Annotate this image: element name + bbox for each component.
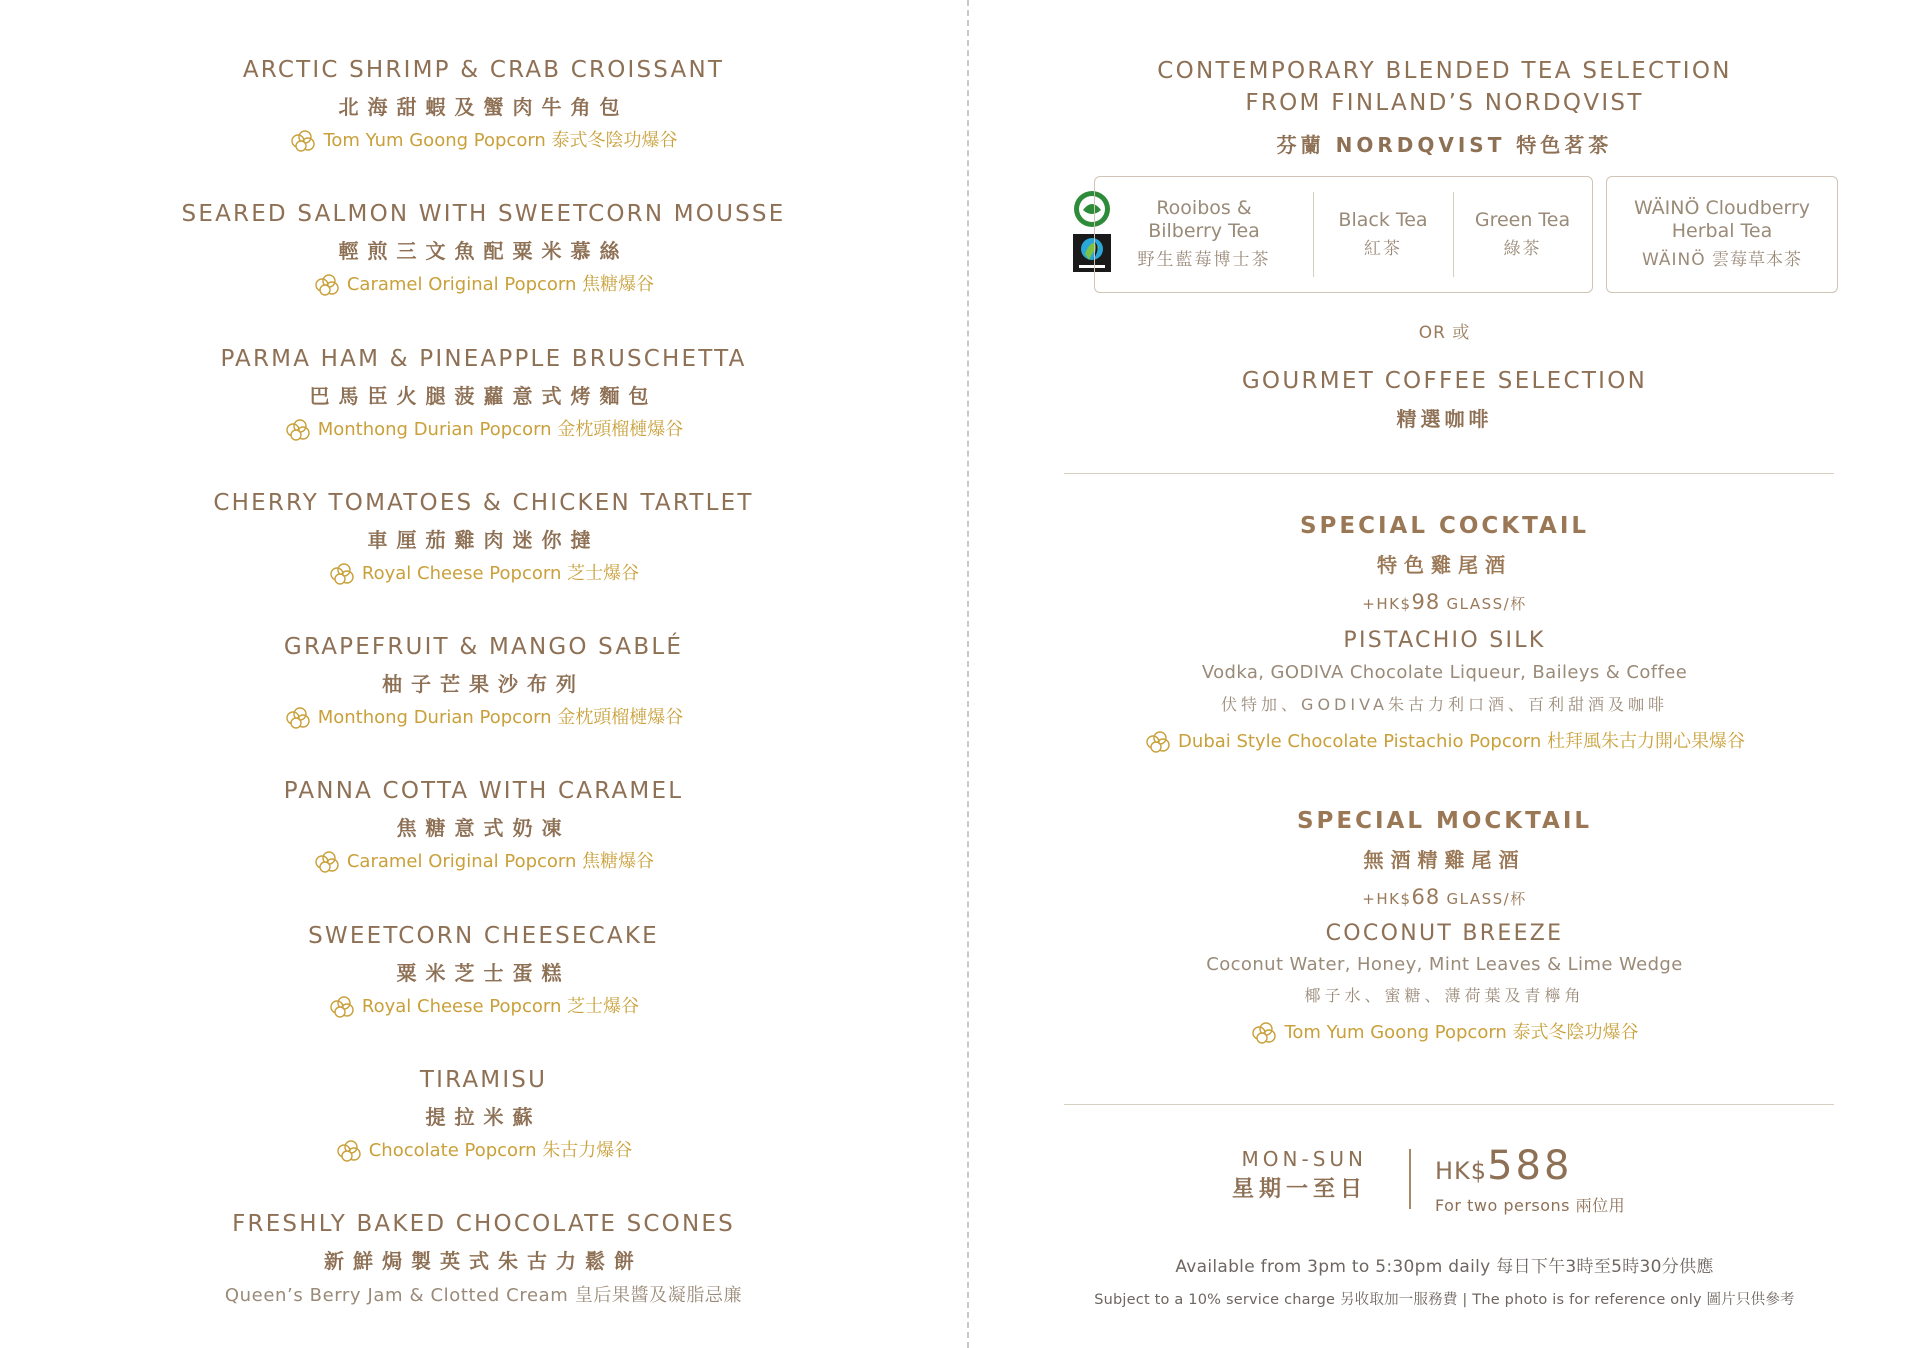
mocktail-description: Coconut Water, Honey, Mint Leaves & Lime Wedge [1206, 954, 1683, 975]
food-title: SWEETCORN CHEESECAKE [308, 923, 659, 949]
pairing-text: Caramel Original Popcorn 焦糖爆谷 [346, 274, 655, 295]
coffee-title-zh: 精選咖啡 [1396, 407, 1493, 431]
tea-heading-zh: 芬蘭 NORDQVIST 特色茗茶 [1276, 133, 1613, 157]
food-item [0, 777, 967, 878]
food-title-zh: 北海甜蝦及蟹肉牛角包 [338, 95, 629, 119]
mocktail-section [969, 808, 1920, 1049]
pairing-text: Monthong Durian Popcorn 金枕頭榴槤爆谷 [317, 419, 684, 440]
pairing-text: Tom Yum Goong Popcorn 泰式冬陰功爆谷 [323, 130, 678, 151]
popcorn-pairing [284, 418, 684, 442]
food-title: FRESHLY BAKED CHOCOLATE SCONES [232, 1211, 735, 1237]
coffee-title: GOURMET COFFEE SELECTION [1241, 368, 1648, 394]
cocktail-heading-zh: 特色雞尾酒 [1377, 553, 1512, 577]
tea-heading-line2: FROM FINLAND’S NORDQVIST [1245, 90, 1644, 116]
price-amount: 98 [1411, 590, 1441, 614]
food-title-zh: 柚子芒果沙布列 [382, 672, 585, 696]
popcorn-pairing [328, 995, 639, 1019]
food-title: CHERRY TOMATOES & CHICKEN TARTLET [213, 490, 754, 516]
food-title: GRAPEFRUIT & MANGO SABLÉ [283, 634, 684, 660]
tea-heading [969, 55, 1920, 158]
tea-option [1453, 177, 1592, 292]
cocktail-description-zh: 伏特加、GODIVA朱古力利口酒、百利甜酒及咖啡 [1221, 695, 1668, 714]
cocktail-description: Vodka, GODIVA Chocolate Liqueur, Baileys & Coffee [1201, 662, 1688, 683]
tea-name-zh: 綠茶 [1503, 238, 1542, 259]
food-item [0, 1066, 967, 1167]
availability-note: Available from 3pm to 5:30pm daily 每日下午3時至5時30分供應 [1175, 1257, 1714, 1277]
tea-name-zh: 野生藍莓博士茶 [1137, 250, 1271, 270]
popcorn-icon [328, 562, 356, 586]
tea-option [1095, 177, 1313, 292]
pairing-text: Chocolate Popcorn 朱古力爆谷 [368, 1140, 633, 1161]
tea-name-line1: Green Tea [1474, 208, 1571, 231]
food-title: SEARED SALMON WITH SWEETCORN MOUSSE [181, 201, 786, 227]
section-rule [1064, 473, 1834, 474]
food-title: PANNA COTTA WITH CARAMEL [283, 778, 684, 804]
currency: HK$ [1435, 1157, 1488, 1185]
food-item [0, 200, 967, 301]
popcorn-pairing [313, 850, 654, 874]
tea-name-zh: 紅茶 [1364, 238, 1402, 259]
popcorn-icon [289, 129, 317, 153]
food-item [0, 489, 967, 590]
cocktail-name: PISTACHIO SILK [1343, 628, 1546, 653]
price-divider [1409, 1149, 1411, 1209]
price-amount: 68 [1411, 885, 1441, 909]
food-title: TIRAMISU [419, 1067, 548, 1093]
mocktail-description-zh: 椰子水、蜜糖、薄荷葉及青檸角 [1304, 986, 1585, 1005]
mocktail-price [969, 885, 1920, 909]
cocktail-heading: SPECIAL COCKTAIL [1299, 513, 1590, 539]
food-item [0, 56, 967, 157]
food-title: ARCTIC SHRIMP & CRAB CROISSANT [242, 57, 725, 83]
tea-option [1607, 177, 1837, 292]
price-amount: 588 [1487, 1143, 1573, 1189]
cocktail-price [969, 590, 1920, 614]
popcorn-icon [313, 850, 341, 874]
popcorn-pairing [1144, 730, 1745, 754]
popcorn-icon [328, 995, 356, 1019]
food-title: PARMA HAM & PINEAPPLE BRUSCHETTA [220, 346, 747, 372]
mocktail-heading-zh: 無酒精雞尾酒 [1363, 848, 1526, 872]
food-title-zh: 新鮮焗製英式朱古力鬆餅 [324, 1249, 643, 1273]
tea-option [1313, 177, 1453, 292]
popcorn-pairing [335, 1139, 633, 1163]
food-title-zh: 巴馬臣火腿菠蘿意式烤麵包 [309, 384, 658, 408]
popcorn-icon [313, 273, 341, 297]
food-title-zh: 提拉米蘇 [425, 1105, 542, 1129]
popcorn-pairing [1250, 1021, 1638, 1045]
mocktail-heading: SPECIAL MOCKTAIL [1296, 808, 1593, 834]
tea-heading-line1: CONTEMPORARY BLENDED TEA SELECTION [1157, 58, 1732, 84]
pairing-text: Royal Cheese Popcorn 芝士爆谷 [361, 563, 640, 584]
pairing-text: Caramel Original Popcorn 焦糖爆谷 [346, 851, 655, 872]
food-title-zh: 焦糖意式奶凍 [396, 816, 571, 840]
pairing-text: Tom Yum Goong Popcorn 泰式冬陰功爆谷 [1284, 1022, 1639, 1043]
or-separator: OR 或 [1418, 323, 1471, 343]
price-suffix: GLASS/杯 [1446, 595, 1527, 613]
days-label: MON-SUN [1241, 1147, 1367, 1171]
persons-note: For two persons 兩位用 [1435, 1196, 1626, 1215]
popcorn-pairing [284, 706, 684, 730]
scones-accompaniment: Queen’s Berry Jam & Clotted Cream 皇后果醬及凝脂忌廉 [224, 1285, 743, 1306]
service-charge-note: Subject to a 10% service charge 另收取加一服務費 | The photo is for reference only 圖片只供參考 [1094, 1292, 1795, 1308]
food-title-zh: 車厘茄雞肉迷你撻 [367, 528, 600, 552]
set-price [1435, 1145, 1625, 1195]
scones-item [0, 1210, 967, 1308]
food-item [0, 345, 967, 446]
popcorn-pairing [328, 562, 639, 586]
pairing-text: Dubai Style Chocolate Pistachio Popcorn 杜拜風朱古力開心果爆谷 [1178, 731, 1745, 752]
popcorn-icon [284, 418, 312, 442]
price-prefix: +HK$ [1362, 890, 1412, 908]
herbal-tea-box [1606, 176, 1838, 293]
price-suffix: GLASS/杯 [1446, 890, 1527, 908]
tea-name-line1: WÄINÖ Cloudberry [1633, 197, 1811, 219]
popcorn-icon [1144, 730, 1172, 754]
coffee-heading [969, 365, 1920, 432]
cocktail-section [969, 513, 1920, 758]
food-title-zh: 粟米芝士蛋糕 [396, 961, 571, 985]
price-prefix: +HK$ [1362, 595, 1412, 613]
tea-name-line2: Herbal Tea [1671, 220, 1773, 242]
popcorn-icon [1250, 1021, 1278, 1045]
tea-name-line1: Black Tea [1338, 208, 1428, 231]
tea-name-zh: WÄINÖ 雲莓草本茶 [1641, 250, 1803, 270]
beverage-column [969, 0, 1920, 1348]
price-days [1232, 1145, 1367, 1205]
popcorn-pairing [289, 129, 677, 153]
popcorn-pairing [313, 273, 654, 297]
tea-name-line2: Bilberry Tea [1148, 220, 1260, 242]
price-info [1435, 1145, 1625, 1217]
pairing-text: Royal Cheese Popcorn 芝士爆谷 [361, 996, 640, 1017]
section-rule [1064, 1104, 1834, 1105]
tea-options-box [1094, 176, 1593, 293]
days-label-zh: 星期一至日 [1231, 1177, 1367, 1202]
popcorn-icon [335, 1139, 363, 1163]
food-item [0, 922, 967, 1023]
food-title-zh: 輕煎三文魚配粟米慕絲 [338, 239, 629, 263]
mocktail-name: COCONUT BREEZE [1325, 921, 1564, 946]
food-item [0, 633, 967, 734]
popcorn-icon [284, 706, 312, 730]
set-price-block [969, 1145, 1920, 1220]
tea-name-line1: Rooibos & [1156, 197, 1252, 219]
pairing-text: Monthong Durian Popcorn 金枕頭榴槤爆谷 [317, 707, 684, 728]
